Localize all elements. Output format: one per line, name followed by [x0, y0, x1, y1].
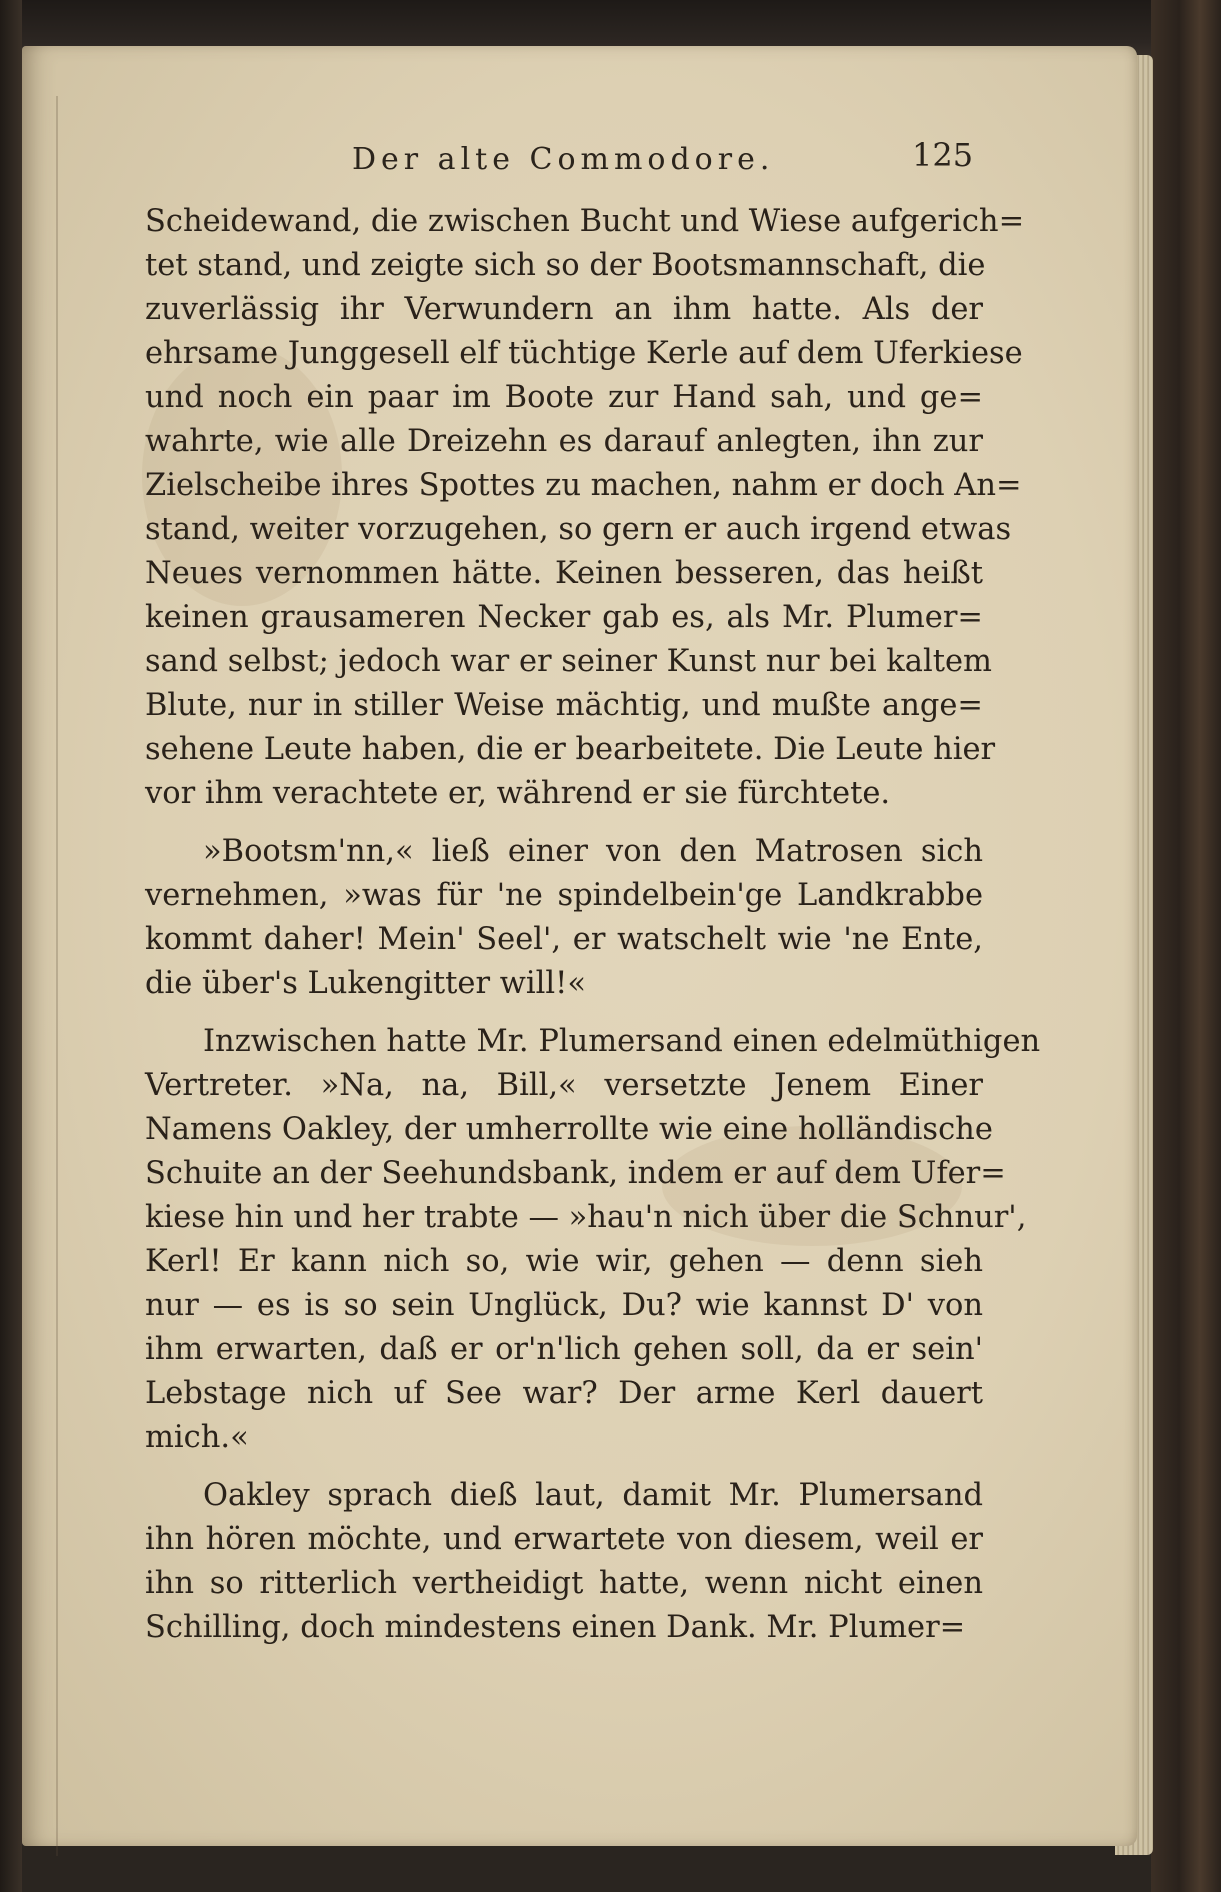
- text-line: zuverlässig ihr Verwundern an ihm hatte. Als der: [145, 292, 983, 327]
- text-line: ehrsame Junggesell elf tüchtige Kerle auf dem Uferkiese: [145, 336, 1023, 371]
- text-line: und noch ein paar im Boote zur Hand sah, und ge=: [145, 380, 983, 415]
- text-line: ihn so ritterlich vertheidigt hatte, wenn nicht einen: [145, 1566, 983, 1601]
- text-line: Neues vernommen hätte. Keinen besseren, das heißt: [145, 556, 983, 591]
- text-line: stand, weiter vorzugehen, so gern er auch irgend etwas: [145, 512, 1012, 547]
- text-line: Namens Oakley, der umherrollte wie eine holländische: [145, 1112, 993, 1147]
- paragraph-gap: [145, 1006, 983, 1020]
- page-number: 125: [912, 136, 974, 174]
- paragraph-gap: [145, 816, 983, 830]
- text-line: sand selbst; jedoch war er seiner Kunst nur bei kaltem: [145, 644, 992, 679]
- text-line: Inzwischen hatte Mr. Plumersand einen edelmüthigen: [203, 1024, 1041, 1059]
- text-line: sehene Leute haben, die er bearbeitete. Die Leute hier: [145, 732, 996, 767]
- running-head: [22, 136, 1137, 182]
- text-line: Schilling, doch mindestens einen Dank. Mr. Plumer=: [145, 1610, 966, 1645]
- text-line: keinen grausameren Necker gab es, als Mr. Plumer=: [145, 600, 983, 635]
- text-line: Schuite an der Seehundsbank, indem er auf dem Ufer=: [145, 1156, 1006, 1191]
- text-line: nur — es is so sein Unglück, Du? wie kannst D' von: [145, 1288, 983, 1323]
- cover-board-right: [1151, 0, 1221, 1892]
- paragraph: [145, 1020, 1041, 1460]
- body-text: [145, 200, 1041, 1650]
- text-line: mich.«: [145, 1420, 249, 1455]
- text-line: ihm erwarten, daß er or'n'lich gehen soll, da er sein': [145, 1332, 983, 1367]
- text-line: kiese hin und her trabte — »hau'n nich über die Schnur',: [145, 1200, 1027, 1235]
- text-line: kommt daher! Mein' Seel', er watschelt wie 'ne Ente,: [145, 922, 983, 957]
- paragraph: [145, 200, 1025, 816]
- cover-board-left: [0, 0, 22, 1892]
- paragraph: [145, 1474, 983, 1650]
- text-line: Scheidewand, die zwischen Bucht und Wiese aufgerich=: [145, 204, 1025, 239]
- text-line: Kerl! Er kann nich so, wie wir, gehen — denn sieh: [145, 1244, 983, 1279]
- text-line: Zielscheibe ihres Spottes zu machen, nahm er doch An=: [145, 468, 1022, 503]
- text-line: wahrte, wie alle Dreizehn es darauf anlegten, ihn zur: [145, 424, 983, 459]
- text-line: die über's Lukengitter will!«: [145, 966, 587, 1001]
- text-line: tet stand, und zeigte sich so der Bootsmannschaft, die: [145, 248, 986, 283]
- paragraph-gap: [145, 1460, 983, 1474]
- text-line: Oakley sprach dieß laut, damit Mr. Plumersand: [203, 1478, 983, 1513]
- text-line: Blute, nur in stiller Weise mächtig, und mußte ange=: [145, 688, 983, 723]
- text-line: Vertreter. »Na, na, Bill,« versetzte Jenem Einer: [145, 1068, 983, 1103]
- text-line: vernehmen, »was für 'ne spindelbein'ge Landkrabbe: [145, 878, 983, 913]
- gutter-line: [56, 96, 58, 1856]
- running-head-title: Der alte Commodore.: [352, 142, 775, 177]
- text-line: ihn hören möchte, und erwartete von diesem, weil er: [145, 1522, 983, 1557]
- text-line: vor ihm verachtete er, während er sie fürchtete.: [145, 776, 891, 811]
- text-line: Lebstage nich uf See war? Der arme Kerl dauert: [145, 1376, 983, 1411]
- paragraph: [145, 830, 983, 1006]
- text-line: »Bootsm'nn,« ließ einer von den Matrosen sich: [203, 834, 983, 869]
